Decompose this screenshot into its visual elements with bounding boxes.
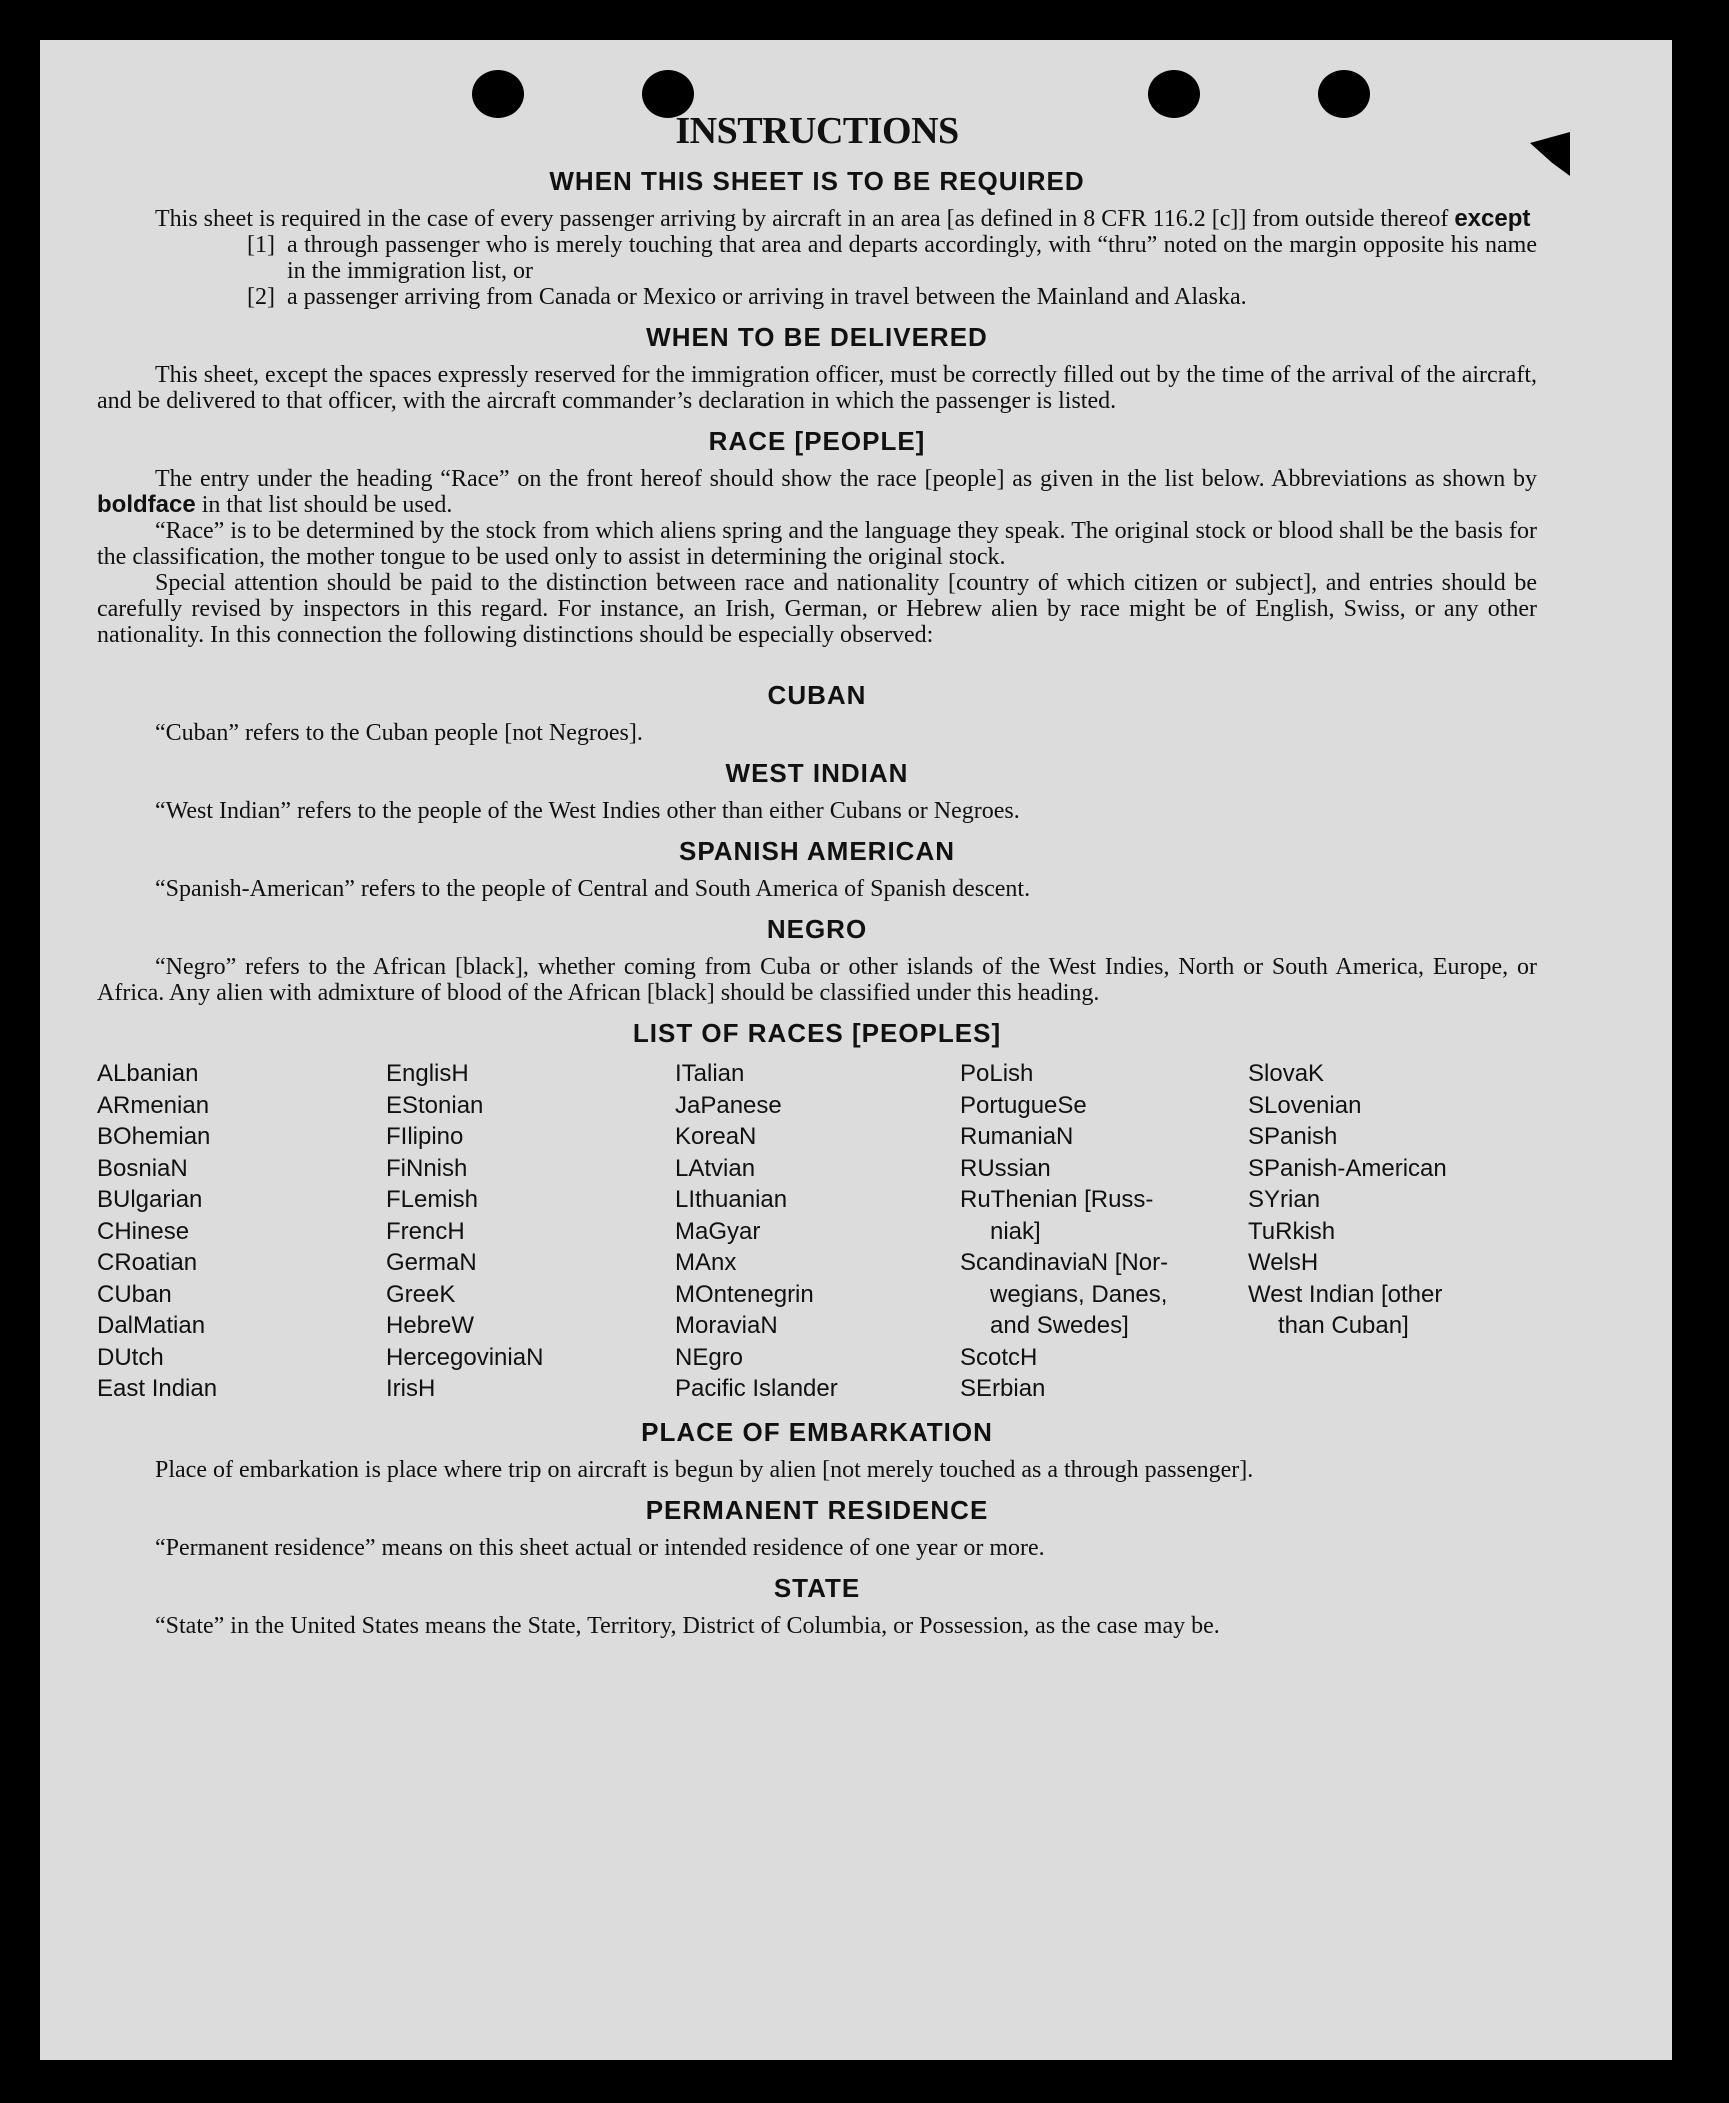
race-entry: EStonian bbox=[386, 1091, 484, 1119]
heading-race: RACE [PEOPLE] bbox=[708, 426, 926, 456]
heading-spanish-american: SPANISH AMERICAN bbox=[678, 836, 955, 866]
para-negro: “Negro” refers to the African [black], whether coming from Cuba or other islands of the West Indies, North or South America, Europe, or Africa. Any alien with admixture of blood of the African [black] should be classified under this heading. bbox=[97, 954, 1537, 1006]
race-entry: SPanish bbox=[1248, 1123, 1338, 1150]
heading-state: STATE bbox=[773, 1572, 861, 1603]
race-entry: BUlgarian bbox=[97, 1186, 203, 1213]
heading-embarkation: PLACE OF EMBARKATION bbox=[641, 1416, 993, 1447]
race-entry: FLemish bbox=[386, 1186, 479, 1213]
race-entry: IrisH bbox=[386, 1375, 436, 1402]
race-entry: BOhemian bbox=[97, 1123, 211, 1150]
heading-required: WHEN THIS SHEET IS TO BE REQUIRED bbox=[549, 166, 1085, 196]
race-entry: RuThenian [Russ- bbox=[960, 1186, 1154, 1213]
para-embarkation: Place of embarkation is place where trip on aircraft is begun by alien [not merely touched as a through passenger]. bbox=[155, 1456, 1254, 1483]
race-entry: ITalian bbox=[675, 1060, 745, 1087]
race-entry: EnglisH bbox=[386, 1060, 469, 1087]
race-entry: and Swedes] bbox=[990, 1312, 1129, 1339]
race-entry: SYrian bbox=[1248, 1186, 1321, 1213]
page-title: INSTRUCTIONS bbox=[675, 110, 959, 152]
race-entry: PoLish bbox=[960, 1060, 1034, 1087]
race-entry: ScotcH bbox=[960, 1343, 1038, 1371]
race-entry: East Indian bbox=[97, 1375, 218, 1402]
race-entry: LIthuanian bbox=[675, 1186, 788, 1213]
race-entry: GermaN bbox=[386, 1249, 477, 1276]
race-entry: SErbian bbox=[960, 1375, 1046, 1402]
race-entry: KoreaN bbox=[675, 1123, 757, 1150]
para-cuban: “Cuban” refers to the Cuban people [not Negroes]. bbox=[155, 720, 643, 746]
heading-west-indian: WEST INDIAN bbox=[725, 758, 909, 788]
race-entry: JaPanese bbox=[675, 1091, 782, 1119]
races-list bbox=[97, 1058, 1537, 1405]
race-entry: RumaniaN bbox=[960, 1123, 1074, 1150]
race-entry: than Cuban] bbox=[1278, 1312, 1409, 1339]
race-entry: GreeK bbox=[386, 1280, 456, 1308]
races-column bbox=[386, 1058, 675, 1405]
race-entry: MoraviaN bbox=[675, 1312, 778, 1339]
race-entry: CHinese bbox=[97, 1217, 190, 1245]
para-required: This sheet is required in the case of every passenger arriving by aircraft in an area [as defined in 8 CFR 116.2 [c]] from outside thereof except bbox=[155, 205, 1531, 232]
races-column bbox=[1248, 1058, 1537, 1405]
race-entry: Pacific Islander bbox=[675, 1375, 838, 1402]
heading-cuban: CUBAN bbox=[767, 680, 867, 710]
heading-delivered: WHEN TO BE DELIVERED bbox=[646, 322, 988, 352]
para-west-indian: “West Indian” refers to the people of the West Indies other than either Cubans or Negroes. bbox=[155, 798, 1020, 824]
race-entry: West Indian [other bbox=[1248, 1280, 1443, 1308]
races-column bbox=[97, 1058, 386, 1405]
heading-negro: NEGRO bbox=[766, 914, 868, 944]
para-delivered: This sheet, except the spaces expressly reserved for the immigration officer, must be correctly filled out by the time of the arrival of the aircraft, and be delivered to that officer, with the aircraft commander’s declaration in which the passenger is listed. bbox=[97, 362, 1537, 414]
race-entry: CUban bbox=[97, 1280, 172, 1308]
race-entry: niak] bbox=[990, 1217, 1041, 1245]
heading-list-of-races: LIST OF RACES [PEOPLES] bbox=[632, 1018, 1002, 1048]
race-entry: ARmenian bbox=[97, 1091, 210, 1119]
heading-residence: PERMANENT RESIDENCE bbox=[645, 1494, 989, 1525]
para-spanish-american: “Spanish-American” refers to the people of Central and South America of Spanish descent. bbox=[155, 876, 1031, 902]
race-entry: ScandinaviaN [Nor- bbox=[960, 1249, 1169, 1276]
race-entry: MaGyar bbox=[675, 1217, 761, 1245]
race-entry: FiNnish bbox=[386, 1154, 468, 1182]
race-entry: BosniaN bbox=[97, 1154, 188, 1182]
list-item: [2] a passenger arriving from Canada or Mexico or arriving in travel between the Mainland and Alaska. bbox=[247, 284, 1247, 310]
race-entry: CRoatian bbox=[97, 1249, 198, 1276]
race-entry: HebreW bbox=[386, 1312, 475, 1339]
race-entry: ALbanian bbox=[97, 1060, 199, 1087]
race-entry: TuRkish bbox=[1248, 1217, 1336, 1245]
race-entry: SLovenian bbox=[1248, 1091, 1362, 1119]
race-entry: NEgro bbox=[675, 1343, 744, 1371]
race-entry: DUtch bbox=[97, 1343, 164, 1371]
races-column bbox=[675, 1058, 960, 1405]
race-entry: wegians, Danes, bbox=[990, 1280, 1168, 1308]
para-race-3: Special attention should be paid to the distinction between race and nationality [country of which citizen or subject], and entries should be carefully revised by inspectors in this regard. For instance, an Irish, German, or Hebrew alien by race might be of English, Swiss, or any other nationality. In this connection the following distinctions should be especially observed: bbox=[97, 570, 1537, 648]
list-item: [1] a through passenger who is merely touching that area and departs accordingly, with “thru” noted on the margin opposite his name in the immigration list, or bbox=[247, 232, 1537, 284]
races-column bbox=[960, 1058, 1248, 1405]
para-state: “State” in the United States means the State, Territory, District of Columbia, or Possession, as the case may be. bbox=[155, 1612, 1220, 1639]
race-entry: SPanish-American bbox=[1248, 1154, 1447, 1182]
boldface-keyword: boldface bbox=[97, 491, 196, 518]
race-entry: FrencH bbox=[386, 1217, 465, 1245]
para-residence: “Permanent residence” means on this sheet actual or intended residence of one year or more. bbox=[155, 1534, 1045, 1561]
instructions-content bbox=[97, 108, 1537, 1639]
race-entry: RUssian bbox=[960, 1154, 1051, 1182]
race-entry: FIlipino bbox=[386, 1123, 464, 1150]
para-race-2: “Race” is to be determined by the stock from which aliens spring and the language they speak. The original stock or blood shall be the basis for the classification, the mother tongue to be used only to assist in determining the original stock. bbox=[97, 518, 1537, 570]
para-race-1: The entry under the heading “Race” on the front hereof should show the race [people] as given in the list below. Abbreviations as shown by boldface in that list should be used. bbox=[97, 466, 1537, 518]
race-entry: MAnx bbox=[675, 1249, 737, 1276]
except-keyword: except bbox=[1454, 205, 1531, 232]
race-entry: LAtvian bbox=[675, 1154, 756, 1182]
race-entry: WelsH bbox=[1248, 1249, 1319, 1276]
race-entry: PortugueSe bbox=[960, 1091, 1087, 1119]
race-entry: MOntenegrin bbox=[675, 1280, 814, 1308]
race-entry: HercegoviniaN bbox=[386, 1343, 544, 1371]
race-entry: SlovaK bbox=[1248, 1060, 1325, 1087]
race-entry: DalMatian bbox=[97, 1312, 206, 1339]
